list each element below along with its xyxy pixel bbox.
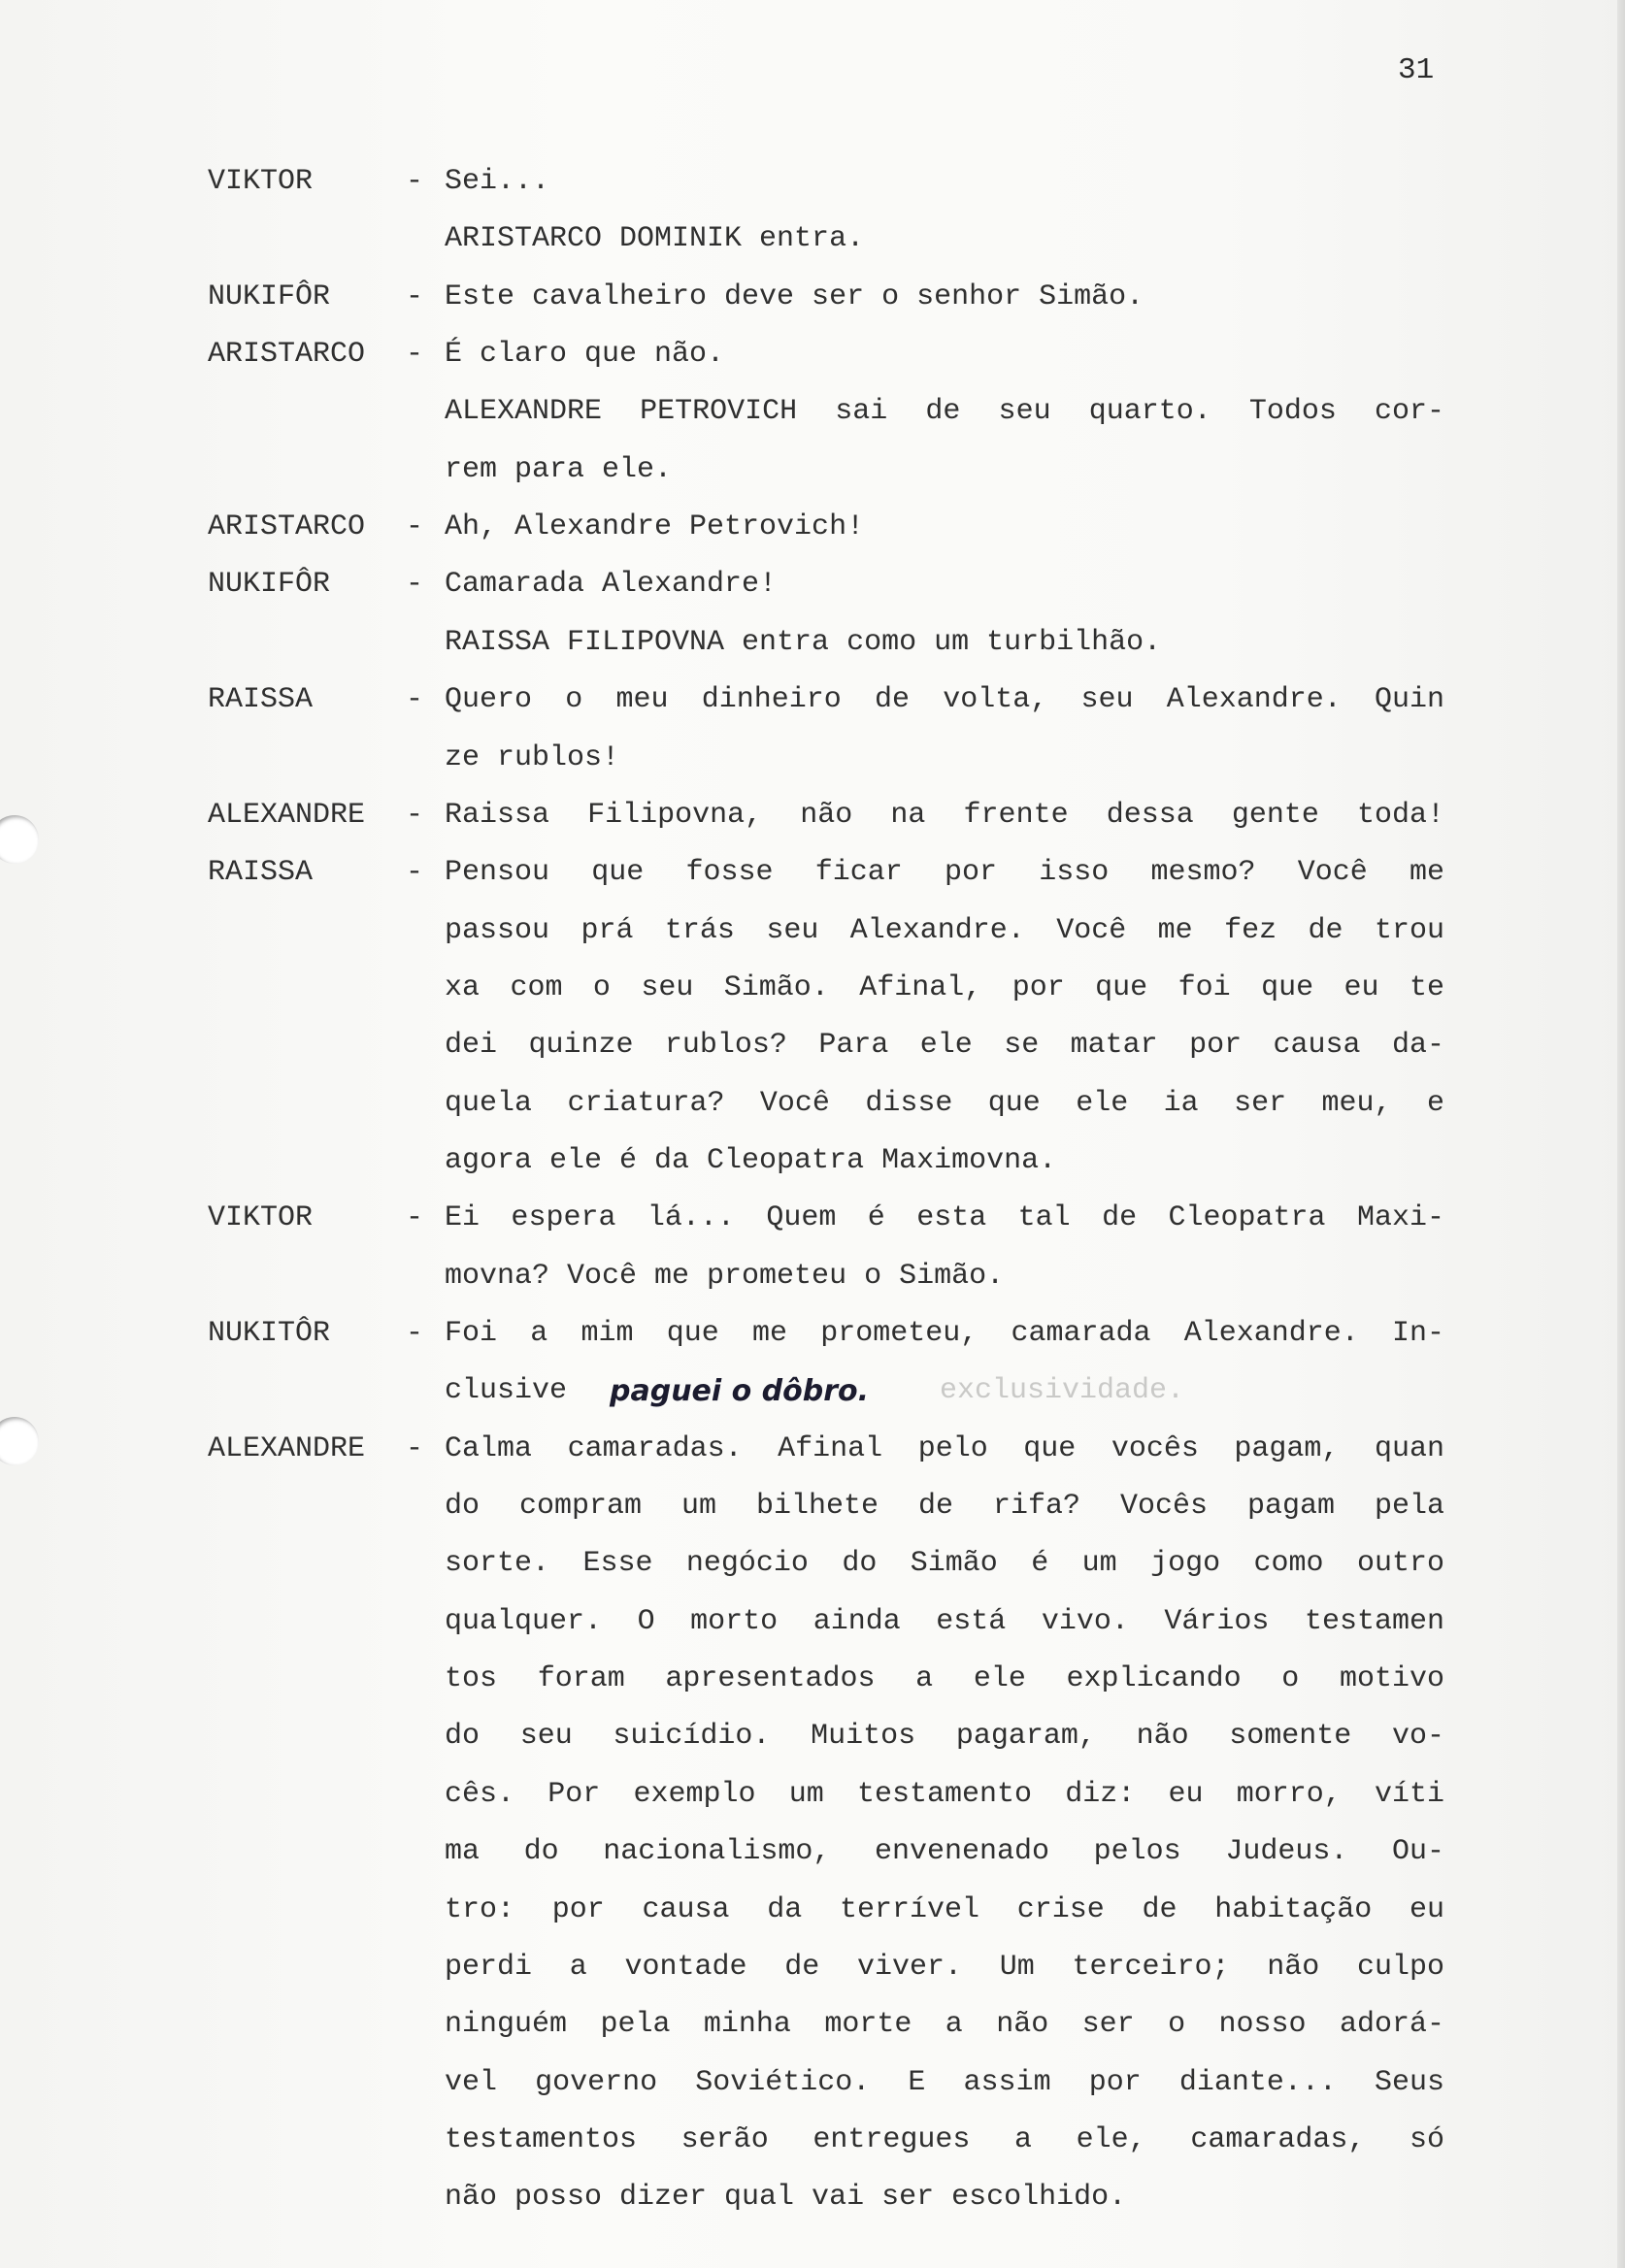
page-number: 31 <box>1398 53 1435 87</box>
line-text: ARISTARCO DOMINIK entra. <box>445 222 865 256</box>
script-line <box>0 499 1625 556</box>
script-line <box>0 1594 1625 1651</box>
line-text: tro: por causa da terrível crise de habitação eu <box>445 1892 1444 1926</box>
line-text: RAISSA FILIPOVNA entra como um turbilhão. <box>445 625 1162 659</box>
line-text: não posso dizer qual vai ser escolhido. <box>445 2181 1127 2215</box>
dialogue-dash: - <box>406 568 424 602</box>
handwritten-correction: paguei o dôbro. <box>610 1374 870 1409</box>
speaker-name: ALEXANDRE <box>208 1431 366 1465</box>
line-text: qualquer. O morto ainda está vivo. Vários testamen <box>445 1604 1444 1638</box>
dialogue-text: Calma camaradas. Afinal pelo que vocês pagam, quan <box>445 1431 1444 1465</box>
speaker-name: VIKTOR <box>208 165 314 198</box>
script-line <box>0 1421 1625 1478</box>
script-line <box>0 1478 1625 1535</box>
line-text: do seu suicídio. Muitos pagaram, não somente vo- <box>445 1720 1444 1754</box>
script-line <box>0 1017 1625 1074</box>
speaker-name: NUKIFÔR <box>208 279 331 313</box>
dialogue-text: Foi a mim que me prometeu, camarada Alexandre. In- <box>445 1317 1444 1350</box>
line-text: rem para ele. <box>445 452 673 486</box>
dialogue-dash: - <box>406 279 424 313</box>
speaker-name: VIKTOR <box>208 1201 314 1235</box>
line-text: ninguém pela minha morte a não ser o nosso adorá- <box>445 2008 1444 2042</box>
dialogue-text: Este cavalheiro deve ser o senhor Simão. <box>445 279 1144 313</box>
script-line <box>0 1996 1625 2054</box>
script-line <box>0 326 1625 383</box>
speaker-name: ARISTARCO <box>208 510 366 544</box>
line-text: ze rublos! <box>445 740 620 774</box>
script-line <box>0 2054 1625 2112</box>
script-line <box>0 556 1625 613</box>
line-text: agora ele é da Cleopatra Maximovna. <box>445 1143 1057 1177</box>
line-text: dei quinze rublos? Para ele se matar por causa da- <box>445 1029 1444 1063</box>
dialogue-text: Quero o meu dinheiro de volta, seu Alexandre. Quin <box>445 683 1444 717</box>
line-text: clusive <box>445 1374 568 1408</box>
line-text: movna? Você me prometeu o Simão. <box>445 1259 1005 1293</box>
script-line <box>0 2112 1625 2169</box>
line-text: sorte. Esse negócio do Simão é um jogo como outro <box>445 1547 1444 1581</box>
line-text: perdi a vontade de viver. Um terceiro; não culpo <box>445 1950 1444 1984</box>
line-text: ALEXANDRE PETROVICH sai de seu quarto. Todos cor- <box>445 395 1444 429</box>
script-line <box>0 1535 1625 1593</box>
script-line <box>0 1882 1625 1939</box>
dialogue-text: Raissa Filipovna, não na frente dessa gente toda! <box>445 798 1444 832</box>
line-text: cês. Por exemplo um testamento diz: eu morro, víti <box>445 1777 1444 1811</box>
dialogue-dash: - <box>406 510 424 544</box>
line-text: passou prá trás seu Alexandre. Você me fez de trou <box>445 913 1444 947</box>
line-text: vel governo Soviético. E assim por diante... Seus <box>445 2065 1444 2099</box>
script-line <box>0 1305 1625 1363</box>
script-line <box>0 269 1625 326</box>
speaker-name: NUKIFÔR <box>208 568 331 602</box>
script-line <box>0 730 1625 787</box>
script-line <box>0 442 1625 499</box>
dialogue-text: Sei... <box>445 165 550 198</box>
script-line <box>0 1766 1625 1824</box>
dialogue-dash: - <box>406 1317 424 1350</box>
script-line <box>0 211 1625 268</box>
line-text: xa com o seu Simão. Afinal, por que foi que eu te <box>445 970 1444 1004</box>
script-line <box>0 2169 1625 2226</box>
script-line <box>0 614 1625 672</box>
dialogue-dash: - <box>406 338 424 372</box>
script-line <box>0 1133 1625 1190</box>
dialogue-dash: - <box>406 856 424 890</box>
script-line <box>0 1651 1625 1708</box>
script-line <box>0 1939 1625 1996</box>
script-line <box>0 960 1625 1017</box>
script-line <box>0 153 1625 211</box>
script-line <box>0 1363 1625 1420</box>
dialogue-dash: - <box>406 1431 424 1465</box>
line-text: quela criatura? Você disse que ele ia ser meu, e <box>445 1086 1444 1120</box>
dialogue-text: Camarada Alexandre! <box>445 568 778 602</box>
script-line <box>0 1708 1625 1765</box>
erased-text: exclusividade. <box>940 1374 1185 1408</box>
script-line <box>0 1824 1625 1881</box>
line-text: tos foram apresentados a ele explicando o motivo <box>445 1662 1444 1696</box>
dialogue-dash: - <box>406 798 424 832</box>
script-line <box>0 1190 1625 1247</box>
script-line <box>0 903 1625 960</box>
script-line <box>0 787 1625 844</box>
script-line <box>0 672 1625 729</box>
script-line <box>0 1075 1625 1133</box>
dialogue-text: É claro que não. <box>445 338 725 372</box>
dialogue-dash: - <box>406 165 424 198</box>
speaker-name: RAISSA <box>208 856 314 890</box>
dialogue-text: Pensou que fosse ficar por isso mesmo? Você me <box>445 856 1444 890</box>
speaker-name: ARISTARCO <box>208 338 366 372</box>
line-text: testamentos serão entregues a ele, camaradas, só <box>445 2122 1444 2156</box>
script-line <box>0 844 1625 902</box>
dialogue-dash: - <box>406 1201 424 1235</box>
line-text: ma do nacionalismo, envenenado pelos Judeus. Ou- <box>445 1835 1444 1869</box>
dialogue-dash: - <box>406 683 424 717</box>
line-text: do compram um bilhete de rifa? Vocês pagam pela <box>445 1490 1444 1524</box>
script-line <box>0 1248 1625 1305</box>
speaker-name: NUKITÔR <box>208 1317 331 1350</box>
speaker-name: RAISSA <box>208 683 314 717</box>
dialogue-text: Ah, Alexandre Petrovich! <box>445 510 865 544</box>
script-line <box>0 383 1625 441</box>
speaker-name: ALEXANDRE <box>208 798 366 832</box>
dialogue-text: Ei espera lá... Quem é esta tal de Cleopatra Maxi- <box>445 1201 1444 1235</box>
